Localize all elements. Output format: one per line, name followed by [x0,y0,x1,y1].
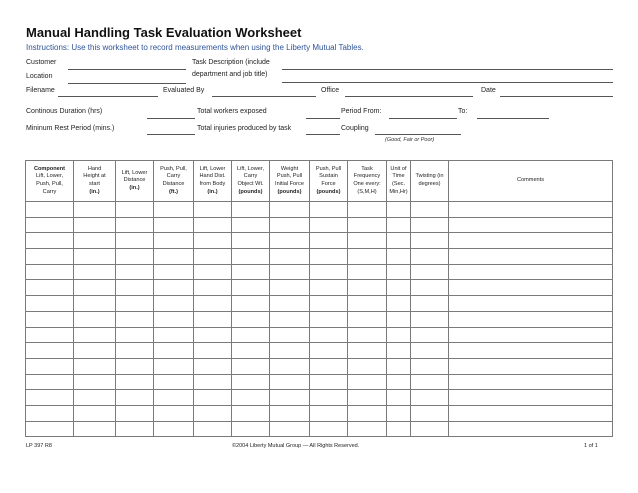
table-cell[interactable] [411,249,449,265]
table-cell[interactable] [154,280,194,296]
table-row [26,343,613,359]
table-cell[interactable] [449,280,613,296]
evaluated-by-field[interactable] [212,96,316,97]
table-cell[interactable] [411,358,449,374]
table-cell[interactable] [411,327,449,343]
table-cell[interactable] [194,390,232,406]
table-cell[interactable] [116,249,154,265]
filename-label: Filename [26,87,55,94]
table-cell[interactable] [348,374,387,390]
table-cell[interactable] [154,421,194,437]
table-cell[interactable] [116,202,154,218]
table-cell[interactable] [348,233,387,249]
table-cell[interactable] [116,405,154,421]
table-cell[interactable] [26,233,74,249]
instructions-text: Instructions: Use this worksheet to record measurements when using the Liberty Mutual Tables. [26,43,364,52]
table-cell[interactable] [26,374,74,390]
column-header-unit: (in.) [89,188,100,195]
table-cell[interactable] [116,374,154,390]
table-cell[interactable] [232,296,270,312]
table-cell[interactable] [74,249,116,265]
table-cell[interactable] [26,217,74,233]
column-header-11 [411,161,449,202]
table-cell[interactable] [26,280,74,296]
column-header-unit: (pounds) [316,188,341,195]
table-cell[interactable] [154,358,194,374]
column-header-line: (S,M,H) [357,188,377,195]
table-cell[interactable] [74,264,116,280]
table-cell[interactable] [232,202,270,218]
total-workers-field[interactable] [306,118,340,119]
table-cell[interactable] [194,358,232,374]
table-cell[interactable] [116,421,154,437]
table-cell[interactable] [116,311,154,327]
table-cell[interactable] [387,327,411,343]
table-cell[interactable] [310,217,348,233]
table-cell[interactable] [154,249,194,265]
column-header-line: Sustain [319,173,338,180]
column-header-line: Force [321,181,336,187]
table-cell[interactable] [26,202,74,218]
column-header-line: Push, Pull [315,165,342,172]
table-row [26,249,613,265]
table-cell[interactable] [154,374,194,390]
table-cell[interactable] [194,264,232,280]
table-cell[interactable] [387,217,411,233]
table-cell[interactable] [387,296,411,312]
period-from-field[interactable] [389,118,457,119]
table-cell[interactable] [154,233,194,249]
table-cell[interactable] [232,249,270,265]
table-cell[interactable] [116,280,154,296]
table-cell[interactable] [387,421,411,437]
table-cell[interactable] [74,343,116,359]
table-row [26,405,613,421]
table-cell[interactable] [348,217,387,233]
table-row [26,390,613,406]
column-header-line: Initial Force [275,181,304,187]
column-header-6 [232,161,270,202]
table-cell[interactable] [270,358,310,374]
table-cell[interactable] [74,233,116,249]
column-header-line: Unit of [390,165,407,172]
table-cell[interactable] [116,343,154,359]
table-cell[interactable] [232,280,270,296]
column-header-unit: (in.) [207,188,218,195]
column-header-line: Height at [83,173,106,180]
task-description-field-2[interactable] [282,82,613,83]
table-cell[interactable] [194,233,232,249]
column-header-unit: (in.) [129,184,140,191]
table-cell[interactable] [270,327,310,343]
table-cell[interactable] [26,343,74,359]
task-description-field-1[interactable] [282,69,613,70]
table-cell[interactable] [154,405,194,421]
table-row [26,264,613,280]
continuous-duration-field[interactable] [147,118,195,119]
table-cell[interactable] [154,327,194,343]
table-cell[interactable] [26,327,74,343]
column-header-line: Task [361,165,373,172]
table-cell[interactable] [26,421,74,437]
table-cell[interactable] [387,390,411,406]
column-header-line: degrees) [418,181,441,187]
table-cell[interactable] [232,217,270,233]
table-cell[interactable] [74,390,116,406]
table-cell[interactable] [411,280,449,296]
table-cell[interactable] [74,202,116,218]
table-cell[interactable] [411,311,449,327]
table-cell[interactable] [232,421,270,437]
table-cell[interactable] [116,296,154,312]
customer-field[interactable] [68,69,186,70]
table-cell[interactable] [270,264,310,280]
table-cell[interactable] [154,202,194,218]
table-row [26,311,613,327]
column-header-line: Lift, Lower [121,169,148,176]
table-cell[interactable] [270,202,310,218]
column-header-line: Carry [166,173,181,180]
coupling-note: (Good, Fair or Poor) [385,137,435,143]
table-cell[interactable] [232,327,270,343]
table-cell[interactable] [411,374,449,390]
table-cell[interactable] [194,421,232,437]
table-cell[interactable] [74,327,116,343]
period-to-field[interactable] [477,118,549,119]
column-header-line: Hand [87,165,102,172]
table-cell[interactable] [232,374,270,390]
table-cell[interactable] [387,343,411,359]
coupling-field[interactable] [375,134,461,135]
table-cell[interactable] [270,343,310,359]
column-header-line: Distance [162,181,185,187]
table-cell[interactable] [411,296,449,312]
table-cell[interactable] [270,249,310,265]
table-cell[interactable] [387,358,411,374]
period-from-label: Period From: [341,108,382,115]
table-row [26,358,613,374]
table-cell[interactable] [194,405,232,421]
table-cell[interactable] [270,390,310,406]
task-description-label-2: department and job title) [192,71,268,78]
table-cell[interactable] [449,202,613,218]
table-cell[interactable] [387,374,411,390]
total-injuries-field[interactable] [306,134,340,135]
column-header-4 [154,161,194,202]
table-cell[interactable] [449,358,613,374]
column-header-line: One every: [353,181,381,187]
column-header-unit: (pounds) [277,188,302,195]
table-cell[interactable] [194,374,232,390]
table-cell[interactable] [232,390,270,406]
evaluation-table [25,160,613,437]
table-cell[interactable] [348,311,387,327]
table-cell[interactable] [387,280,411,296]
table-cell[interactable] [74,405,116,421]
table-cell[interactable] [449,327,613,343]
column-header-line: Weight [280,165,299,172]
column-header-line: Lift, Lower [199,165,226,172]
table-cell[interactable] [270,280,310,296]
table-cell[interactable] [310,327,348,343]
column-header-line: Distance [123,177,146,184]
column-header-line: Twisting (in [415,173,444,180]
table-cell[interactable] [411,233,449,249]
table-cell[interactable] [74,374,116,390]
table-cell[interactable] [232,343,270,359]
table-cell[interactable] [387,233,411,249]
table-cell[interactable] [387,311,411,327]
table-cell[interactable] [310,249,348,265]
table-cell[interactable] [26,390,74,406]
table-cell[interactable] [449,264,613,280]
table-cell[interactable] [270,311,310,327]
table-cell[interactable] [348,202,387,218]
table-cell[interactable] [348,390,387,406]
column-header-line: Push, Pull [276,173,303,180]
table-cell[interactable] [348,249,387,265]
table-cell[interactable] [449,421,613,437]
table-cell[interactable] [310,421,348,437]
table-row [26,280,613,296]
table-cell[interactable] [26,311,74,327]
table-cell[interactable] [74,280,116,296]
column-header-line: Carry [42,188,57,195]
office-label: Office [321,87,340,94]
page-title: Manual Handling Task Evaluation Worksheet [26,25,302,40]
table-cell[interactable] [26,358,74,374]
filename-field[interactable] [58,96,158,97]
column-header-8 [310,161,348,202]
total-injuries-label: Total injuries produced by task [197,125,292,132]
date-label: Date [481,87,496,94]
table-cell[interactable] [449,311,613,327]
table-cell[interactable] [194,249,232,265]
table-row [26,233,613,249]
table-cell[interactable] [270,233,310,249]
table-cell[interactable] [449,296,613,312]
table-cell[interactable] [310,390,348,406]
table-cell[interactable] [449,374,613,390]
table-cell[interactable] [26,249,74,265]
column-header-bold-label: Component [33,165,66,172]
table-cell[interactable] [232,358,270,374]
table-cell[interactable] [154,311,194,327]
table-row [26,296,613,312]
table-cell[interactable] [310,296,348,312]
column-header-1 [26,161,74,202]
table-cell[interactable] [310,374,348,390]
table-cell[interactable] [310,202,348,218]
table-cell[interactable] [26,296,74,312]
page-number: 1 of 1 [584,443,598,449]
column-header-line: Push, Pull, [36,181,63,187]
period-to-label: To: [458,108,468,115]
table-cell[interactable] [387,405,411,421]
table-cell[interactable] [411,390,449,406]
table-cell[interactable] [116,358,154,374]
table-cell[interactable] [310,358,348,374]
column-header-line: Object Wt. [237,181,264,187]
table-cell[interactable] [449,217,613,233]
form-id: LP 397 R8 [26,443,52,449]
column-header-2 [74,161,116,202]
table-cell[interactable] [194,217,232,233]
table-row [26,421,613,437]
table-cell[interactable] [449,249,613,265]
table-cell[interactable] [74,311,116,327]
table-cell[interactable] [449,233,613,249]
table-cell[interactable] [194,280,232,296]
table-cell[interactable] [348,327,387,343]
table-cell[interactable] [270,374,310,390]
table-cell[interactable] [348,264,387,280]
table-cell[interactable] [194,296,232,312]
table-cell[interactable] [232,233,270,249]
table-cell[interactable] [194,311,232,327]
table-cell[interactable] [348,343,387,359]
column-header-line: (Sec. [391,181,406,187]
table-cell[interactable] [154,390,194,406]
column-header-unit: (ft.) [168,188,178,195]
table-cell[interactable] [26,405,74,421]
table-cell[interactable] [348,421,387,437]
table-cell[interactable] [154,343,194,359]
table-row [26,217,613,233]
minimum-rest-label: Mininum Rest Period (mins.) [26,125,115,132]
table-cell[interactable] [310,233,348,249]
table-cell[interactable] [116,390,154,406]
table-cell[interactable] [74,421,116,437]
office-field[interactable] [345,96,473,97]
table-cell[interactable] [387,202,411,218]
column-header-5 [194,161,232,202]
table-cell[interactable] [154,264,194,280]
table-cell[interactable] [154,296,194,312]
task-description-label-1: Task Description (include [192,59,270,66]
table-row [26,374,613,390]
table-cell[interactable] [387,249,411,265]
table-cell[interactable] [116,327,154,343]
table-row [26,327,613,343]
copyright-text: ©2004 Liberty Mutual Group — All Rights Reserved. [232,443,360,449]
column-header-7 [270,161,310,202]
table-cell[interactable] [270,405,310,421]
table-cell[interactable] [194,327,232,343]
table-cell[interactable] [270,421,310,437]
table-cell[interactable] [411,217,449,233]
table-cell[interactable] [74,296,116,312]
table-cell[interactable] [232,264,270,280]
coupling-label: Coupling [341,125,369,132]
table-cell[interactable] [270,217,310,233]
column-header-line: Time [392,173,405,180]
column-header-line: from Body [199,181,226,187]
column-header-3 [116,161,154,202]
table-cell[interactable] [348,405,387,421]
column-header-line: Push, Pull, [160,165,187,172]
column-header-line: Frequency [353,173,381,180]
table-cell[interactable] [348,280,387,296]
column-header-12 [449,161,613,202]
table-row [26,202,613,218]
table-cell[interactable] [449,390,613,406]
table-cell[interactable] [116,233,154,249]
table-cell[interactable] [26,264,74,280]
table-cell[interactable] [116,217,154,233]
table-cell[interactable] [116,264,154,280]
table-cell[interactable] [449,405,613,421]
column-header-line: Hand Dist. [199,173,226,180]
table-cell[interactable] [411,405,449,421]
table-cell[interactable] [411,202,449,218]
column-header-line: Lift, Lower, [236,165,265,172]
table-cell[interactable] [232,311,270,327]
minimum-rest-field[interactable] [147,134,195,135]
continuous-duration-label: Continous Duration (hrs) [26,108,103,115]
table-cell[interactable] [194,343,232,359]
table-cell[interactable] [348,296,387,312]
table-cell[interactable] [310,343,348,359]
table-cell[interactable] [348,358,387,374]
column-header-10 [387,161,411,202]
column-header-line: start [89,181,100,187]
location-label: Location [26,73,53,80]
table-cell[interactable] [411,343,449,359]
table-cell[interactable] [411,421,449,437]
table-cell[interactable] [310,311,348,327]
table-cell[interactable] [270,296,310,312]
table-cell[interactable] [411,264,449,280]
table-cell[interactable] [74,358,116,374]
customer-label: Customer [26,59,57,66]
table-cell[interactable] [449,343,613,359]
column-header-9 [348,161,387,202]
evaluated-by-label: Evaluated By [163,87,205,94]
table-header-row [26,161,613,202]
location-field[interactable] [68,83,186,84]
column-header-unit: (pounds) [238,188,263,195]
table-cell[interactable] [194,202,232,218]
column-header-line: Min,Hr) [389,188,408,195]
total-workers-label: Total workers exposed [197,108,267,115]
table-cell[interactable] [232,405,270,421]
column-header-line: Carry [243,173,258,180]
column-header-line: Comments [516,177,545,184]
table-cell[interactable] [387,264,411,280]
table-cell[interactable] [310,264,348,280]
date-field[interactable] [500,96,613,97]
table-cell[interactable] [310,280,348,296]
table-cell[interactable] [310,405,348,421]
table-cell[interactable] [154,217,194,233]
column-header-line: Lift, Lower, [35,173,64,180]
table-cell[interactable] [74,217,116,233]
